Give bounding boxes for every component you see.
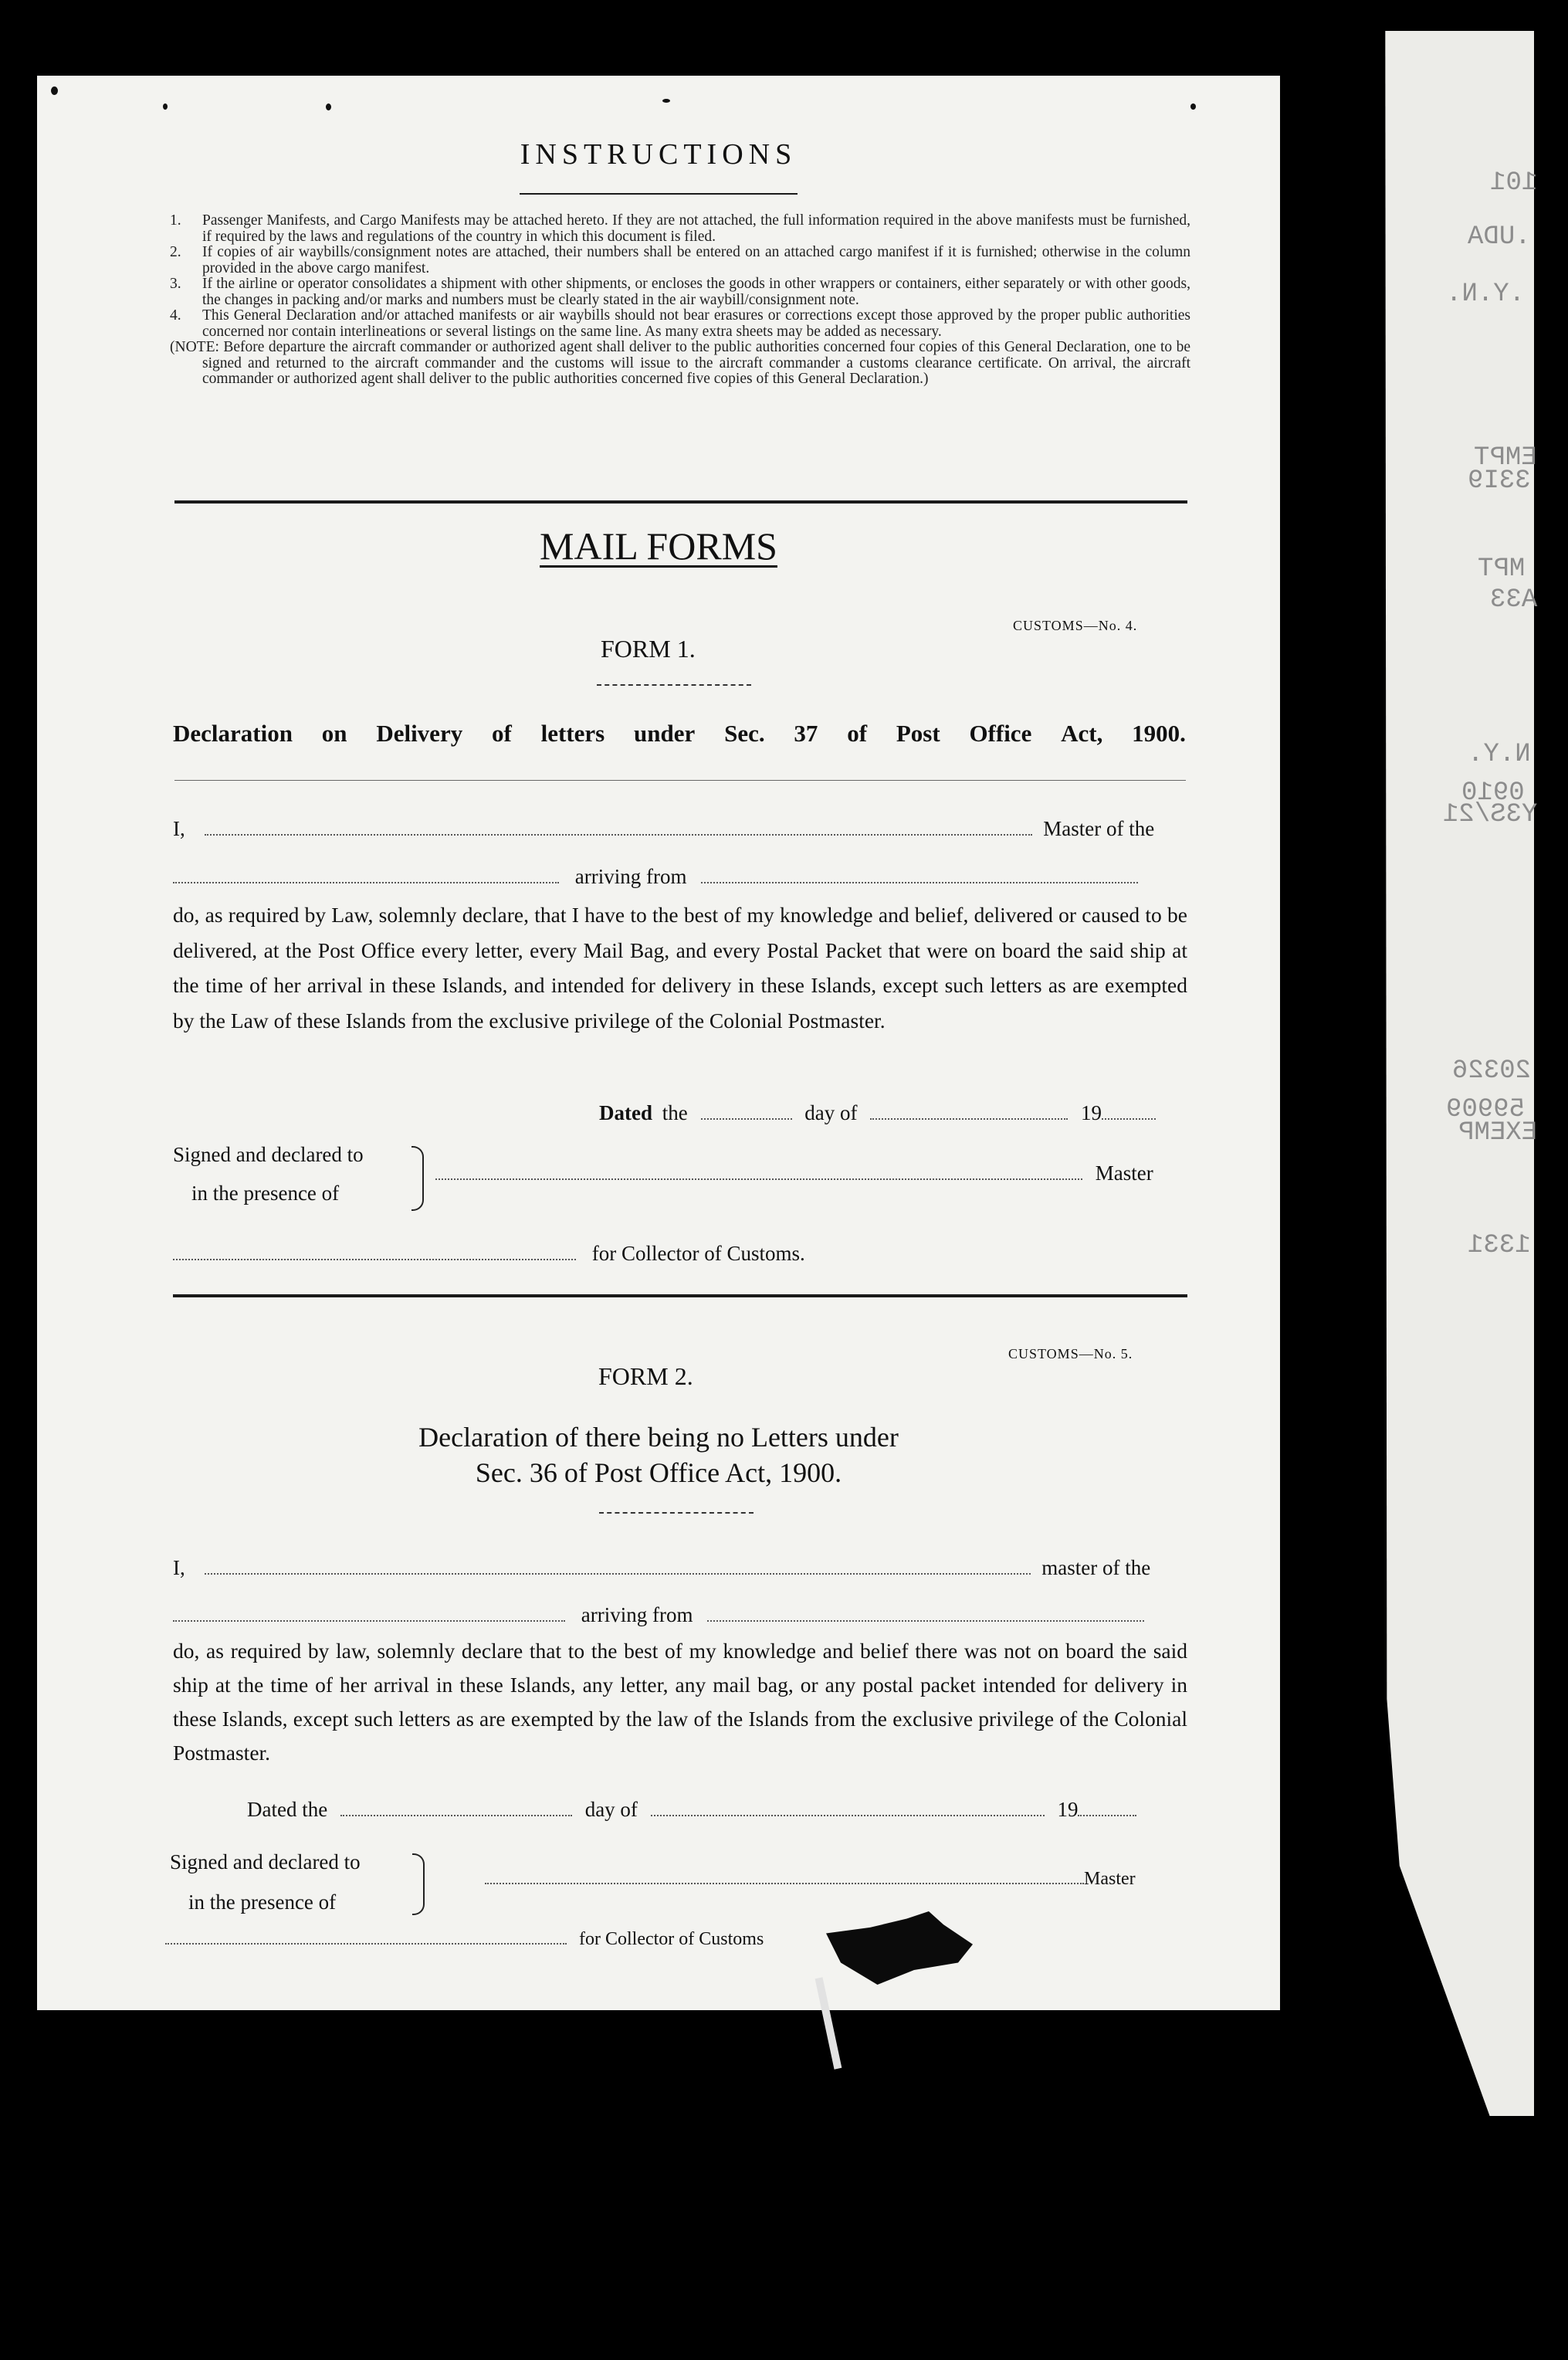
- form1-heading-rule: [174, 780, 1186, 781]
- form2-i-label: I,: [173, 1556, 185, 1579]
- form1-declaration-word: 37: [794, 720, 818, 747]
- strip-mark-text: .Y.N.: [1445, 280, 1525, 309]
- form1-declaration-word: on: [321, 720, 347, 747]
- form2-master-signature-field[interactable]: [485, 1882, 1084, 1884]
- form1-declaration-word: under: [634, 720, 696, 747]
- instruction-item: [170, 213, 1190, 245]
- form1-dated-label: Dated: [599, 1101, 652, 1124]
- form1-number-rule: [597, 684, 751, 686]
- form1-collector-signature-field[interactable]: [173, 1258, 576, 1260]
- form2-origin-field[interactable]: [707, 1619, 1144, 1622]
- strip-mark-text: A33: [1489, 585, 1537, 615]
- scan-speck: [1190, 103, 1196, 110]
- instruction-number: 2.: [170, 244, 181, 260]
- form2-body: do, as required by law, solemnly declare that to the best of my knowledge and belief there was not on board the said ship at the time of her arrival in these Islands, any letter, any mail bag, or any postal packet intended for delivery in these Islands, except such letters as are exempted by the law of the Islands from the exclusive privilege of the Colonial Postmaster.: [173, 1639, 1187, 1765]
- form1-master-signature-field[interactable]: [435, 1178, 1082, 1180]
- strip-mark-text: Y3S/21: [1442, 800, 1537, 829]
- section-divider: [174, 500, 1187, 504]
- form2-declaration-line1: Declaration of there being no Letters under: [418, 1422, 899, 1453]
- form1-declaration-word: 1900.: [1132, 720, 1186, 747]
- instructions-title: INSTRUCTIONS: [520, 138, 798, 171]
- form2-heading-rule: [599, 1512, 754, 1514]
- form1-declaration-heading: [173, 720, 1186, 748]
- form2-year-field[interactable]: [1078, 1814, 1136, 1816]
- form1-day-of: day of: [804, 1101, 858, 1124]
- form1-declaration-word: letters: [540, 720, 605, 747]
- form1-customs-ref: CUSTOMS—No. 4.: [1013, 618, 1138, 633]
- form1-signature-brace: [411, 1146, 424, 1211]
- form1-declaration-word: Post: [896, 720, 940, 747]
- form2-ship-name-field[interactable]: [173, 1619, 565, 1622]
- strip-mark-text: .UDA: [1468, 222, 1531, 252]
- scan-speck: [662, 99, 670, 103]
- instruction-text: If the airline or operator consolidates a shipment with other shipments, or encloses the goods in other wrappers or containers, either separately or with other goods, the changes in packing and/or marks and numbers must be clearly stated in the air waybill/consignment note.: [202, 276, 1190, 308]
- strip-mark-text: 0910: [1461, 778, 1525, 808]
- form1-collector-label: for Collector of Customs.: [591, 1242, 805, 1265]
- form2-signed-line1: Signed and declared to: [170, 1850, 361, 1873]
- form2-master-of-the: master of the: [1041, 1556, 1151, 1579]
- form2-arriving-line: [173, 1603, 1144, 1627]
- form1-arriving-from: arriving from: [574, 865, 687, 888]
- form1-dated-line: [599, 1101, 1156, 1125]
- form1-origin-field[interactable]: [701, 881, 1138, 883]
- form2-master-line: [173, 1556, 1187, 1580]
- strip-mark-text: 33I9: [1468, 466, 1531, 496]
- instruction-text: If copies of air waybills/consignment notes are attached, their numbers shall be entered on an attached cargo manifest if it is furnished; otherwise in the column provided in the above cargo manifest.: [202, 244, 1190, 276]
- form2-month-field[interactable]: [651, 1814, 1045, 1816]
- form2-number: FORM 2.: [598, 1362, 693, 1390]
- instructions-list: [170, 213, 1190, 388]
- form1-declaration-word: Declaration: [173, 720, 293, 747]
- form1-master-signature-line: [435, 1161, 1153, 1185]
- mail-forms-title: MAIL FORMS: [540, 524, 777, 568]
- form2-arriving-from: arriving from: [581, 1603, 693, 1626]
- form1-arriving-line: [173, 865, 1138, 889]
- scan-speck: [51, 86, 58, 95]
- form1-the-label: the: [662, 1101, 688, 1124]
- form2-day-field[interactable]: [340, 1814, 572, 1816]
- form2-dated-line: [247, 1798, 1136, 1822]
- strip-mark-text: EXEMP: [1458, 1118, 1537, 1148]
- instructions-note: (NOTE: Before departure the aircraft commander or authorized agent shall deliver to the public authorities concerned four copies of this General Declaration, one to be signed and returned to the aircraft commander and the customs will issue to the aircraft commander a customs clearance certificate. On arrival, the aircraft commander or authorized agent shall deliver to the public authorities concerned five copies of this General Declaration.): [170, 339, 1190, 387]
- instruction-item: [170, 308, 1190, 340]
- form1-master-line: [173, 817, 1187, 841]
- form2-master-signature-line: [485, 1869, 1136, 1890]
- strip-mark-text: 1331: [1468, 1231, 1531, 1260]
- form1-ship-name-field[interactable]: [173, 881, 559, 883]
- form2-master-label: Master: [1084, 1869, 1136, 1889]
- strip-mark-text: 59909: [1445, 1095, 1525, 1124]
- instruction-item: [170, 245, 1190, 276]
- instruction-number: 4.: [170, 307, 181, 324]
- form1-signed-line1: Signed and declared to: [173, 1143, 364, 1166]
- instruction-number: 1.: [170, 212, 181, 229]
- strip-mark-text: 101: [1489, 168, 1537, 198]
- form2-declaration-heading: [37, 1419, 1280, 1490]
- forms-divider: [173, 1294, 1187, 1297]
- strip-mark-text: N.Y.: [1468, 740, 1531, 769]
- form1-signed-line2: in the presence of: [191, 1182, 340, 1205]
- form1-declaration-word: Act,: [1061, 720, 1103, 747]
- form2-dated-the: Dated the: [247, 1798, 328, 1821]
- form1-master-of-the: Master of the: [1043, 817, 1155, 840]
- form1-master-label: Master: [1095, 1161, 1153, 1185]
- instruction-text: This General Declaration and/or attached manifests or air waybills should not bear erasures or corrections except those approved by the proper public authorities concerned nor contain interlineations or several listings on the same line. As many extra sheets may be added as necessary.: [202, 307, 1190, 340]
- form1-master-name-field[interactable]: [205, 833, 1032, 836]
- form1-declaration-word: Office: [969, 720, 1032, 747]
- form1-day-field[interactable]: [701, 1117, 792, 1120]
- instruction-item: [170, 276, 1190, 308]
- scan-speck: [326, 103, 331, 110]
- strip-mark-text: 20326: [1451, 1056, 1531, 1086]
- instruction-number: 3.: [170, 276, 181, 292]
- form1-declaration-word: Sec.: [724, 720, 765, 747]
- form1-number: FORM 1.: [601, 635, 696, 663]
- form1-year-field[interactable]: [1102, 1117, 1156, 1120]
- form2-day-of: day of: [584, 1798, 638, 1821]
- form2-customs-ref: CUSTOMS—No. 5.: [1008, 1346, 1133, 1361]
- form2-signature-brace: [412, 1853, 425, 1915]
- form1-declaration-word: Delivery: [376, 720, 463, 747]
- instructions-underline: [520, 193, 798, 195]
- document-page: [37, 76, 1280, 2010]
- form2-collector-signature-field[interactable]: [165, 1942, 567, 1945]
- scan-speck: [163, 103, 168, 110]
- strip-mark-text: EMPT: [1474, 443, 1537, 473]
- form2-signed-line2: in the presence of: [188, 1890, 337, 1914]
- strip-mark-text: MPT: [1477, 554, 1525, 584]
- form1-body: do, as required by Law, solemnly declare, that I have to the best of my knowledge and belief, delivered or caused to be delivered, at the Post Office every letter, every Mail Bag, and every Postal Packet that were on board the said ship at the time of her arrival in these Islands, and intended for delivery in these Islands, except such letters as are exempted by the Law of these Islands from the exclusive privilege of the Colonial Postmaster.: [173, 903, 1187, 1032]
- form1-declaration-word: of: [847, 720, 868, 747]
- form2-declaration-line2: Sec. 36 of Post Office Act, 1900.: [475, 1457, 842, 1488]
- form2-collector-label: for Collector of Customs: [579, 1929, 764, 1949]
- form1-collector-line: [173, 1242, 805, 1266]
- form1-i-label: I,: [173, 817, 185, 840]
- form2-year-prefix: 19: [1057, 1798, 1079, 1821]
- instruction-text: Passenger Manifests, and Cargo Manifests may be attached hereto. If they are not attached, the full information required in the above manifests must be furnished, if required by the laws and regulations of the country in which this document is filed.: [202, 212, 1190, 245]
- form1-declaration-word: of: [492, 720, 512, 747]
- form1-year-prefix: 19: [1080, 1101, 1102, 1124]
- form2-master-name-field[interactable]: [205, 1572, 1031, 1575]
- form1-month-field[interactable]: [870, 1117, 1068, 1120]
- form2-collector-line: [165, 1929, 764, 1950]
